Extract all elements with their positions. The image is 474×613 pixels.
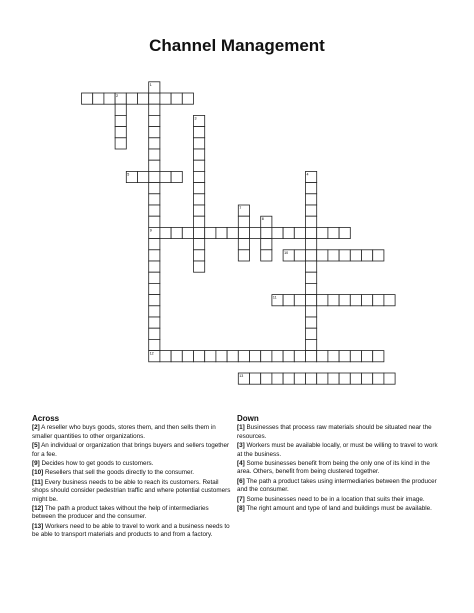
grid-cell[interactable] — [182, 93, 193, 104]
across-clue — [32, 523, 232, 540]
across-clue — [32, 442, 232, 459]
grid-cell[interactable] — [328, 295, 339, 306]
grid-cell[interactable] — [149, 205, 160, 216]
grid-cell[interactable] — [149, 317, 160, 328]
grid-cell[interactable] — [261, 239, 272, 250]
grid-cell[interactable] — [261, 250, 272, 261]
grid-number: 11 — [272, 295, 277, 300]
clue-text: Resellers that sell the goods directly to the consumer. — [43, 469, 195, 477]
grid-cell[interactable] — [160, 93, 171, 104]
grid-cell[interactable] — [261, 373, 272, 384]
grid-cell[interactable] — [283, 295, 294, 306]
clue-number: [7] — [237, 495, 245, 503]
grid-cell[interactable] — [149, 272, 160, 283]
grid-number: 12 — [149, 351, 154, 356]
grid-cell[interactable] — [194, 127, 205, 138]
clue-text: A reseller who buys goods, stores them, and then sells them in smaller quantities to other organizations. — [32, 424, 216, 440]
grid-cell[interactable] — [194, 160, 205, 171]
grid-cell[interactable] — [149, 138, 160, 149]
grid-cell[interactable] — [362, 373, 373, 384]
grid-cell[interactable] — [194, 261, 205, 272]
clue-number: [9] — [32, 460, 40, 468]
grid-cell[interactable] — [250, 227, 261, 238]
grid-cell[interactable] — [350, 373, 361, 384]
across-clue — [32, 505, 232, 522]
grid-cell[interactable] — [306, 205, 317, 216]
grid-cell[interactable] — [328, 373, 339, 384]
grid-cell[interactable] — [171, 171, 182, 182]
grid-cell[interactable] — [227, 227, 238, 238]
clue-number: [4] — [237, 460, 245, 468]
grid-cell[interactable] — [373, 250, 384, 261]
clue-text: Some businesses benefit from being the only one of its kind in the area. Others, benefit from being clustered together. — [237, 460, 430, 476]
grid-cell[interactable] — [149, 239, 160, 250]
grid-cell[interactable] — [317, 250, 328, 261]
grid-cell[interactable] — [306, 339, 317, 350]
grid-cell[interactable] — [182, 351, 193, 362]
grid-cell[interactable] — [306, 351, 317, 362]
grid-cell[interactable] — [115, 104, 126, 115]
grid-cell[interactable] — [306, 250, 317, 261]
grid-cell[interactable] — [350, 250, 361, 261]
clue-number: [3] — [237, 442, 245, 450]
across-clue — [32, 424, 232, 441]
down-clue — [237, 442, 443, 459]
grid-cell[interactable] — [149, 339, 160, 350]
grid-cell[interactable] — [194, 227, 205, 238]
grid-cell[interactable] — [294, 295, 305, 306]
grid-cell[interactable] — [373, 373, 384, 384]
grid-cell[interactable] — [317, 373, 328, 384]
grid-cell[interactable] — [339, 373, 350, 384]
grid-cell[interactable] — [339, 227, 350, 238]
across-clue — [32, 479, 232, 504]
clue-number: [10] — [32, 469, 44, 477]
grid-cell[interactable] — [149, 160, 160, 171]
grid-cell[interactable] — [194, 194, 205, 205]
grid-cell[interactable] — [283, 351, 294, 362]
grid-cell[interactable] — [328, 351, 339, 362]
grid-cell[interactable] — [306, 295, 317, 306]
grid-cell[interactable] — [149, 183, 160, 194]
grid-cell[interactable] — [306, 227, 317, 238]
grid-cell[interactable] — [373, 295, 384, 306]
grid-cell[interactable] — [194, 171, 205, 182]
grid-cell[interactable] — [261, 351, 272, 362]
clue-number: [13] — [32, 522, 44, 530]
clue-text: An individual or organization that brings buyers and sellers together for a fee. — [32, 442, 230, 458]
grid-cell[interactable] — [194, 205, 205, 216]
clue-text: The path a product takes using intermediaries between the producer and the consumer. — [237, 477, 437, 494]
grid-cell[interactable] — [149, 194, 160, 205]
grid-cell[interactable] — [216, 351, 227, 362]
grid-cell[interactable] — [149, 306, 160, 317]
grid-cell[interactable] — [306, 183, 317, 194]
grid-cell[interactable] — [306, 239, 317, 250]
grid-cell[interactable] — [306, 373, 317, 384]
grid-cell[interactable] — [238, 351, 249, 362]
grid-cell[interactable] — [339, 351, 350, 362]
grid-cell[interactable] — [149, 250, 160, 261]
grid-cell[interactable] — [261, 227, 272, 238]
grid-cell[interactable] — [138, 171, 149, 182]
grid-cell[interactable] — [149, 328, 160, 339]
grid-cell[interactable] — [250, 351, 261, 362]
grid-cell[interactable] — [294, 227, 305, 238]
grid-cell[interactable] — [171, 93, 182, 104]
grid-cell[interactable] — [306, 272, 317, 283]
grid-cell[interactable] — [328, 227, 339, 238]
clue-number: [1] — [237, 424, 245, 432]
grid-cell[interactable] — [227, 351, 238, 362]
grid-cell[interactable] — [306, 328, 317, 339]
grid-cell[interactable] — [205, 351, 216, 362]
down-clue — [237, 496, 443, 504]
grid-number: 13 — [239, 374, 244, 378]
grid-cell[interactable] — [171, 351, 182, 362]
grid-cell[interactable] — [82, 93, 93, 104]
down-clues — [237, 415, 443, 514]
grid-cell[interactable] — [182, 227, 193, 238]
grid-cell[interactable] — [306, 317, 317, 328]
clue-number: [2] — [32, 424, 40, 432]
grid-cell[interactable] — [384, 373, 395, 384]
grid-cell[interactable] — [238, 227, 249, 238]
grid-cell[interactable] — [384, 295, 395, 306]
grid-cell[interactable] — [362, 351, 373, 362]
puzzle-title: Channel Management — [149, 36, 325, 55]
clue-text: Every business needs to be able to reach its customers. Retail shops should consider pedestrian traffic and where potential customers might be. — [32, 478, 231, 503]
grid-number: 10 — [284, 250, 289, 255]
grid-cell[interactable] — [306, 216, 317, 227]
grid-cell[interactable] — [149, 295, 160, 306]
grid-cell[interactable] — [238, 216, 249, 227]
grid-cell[interactable] — [160, 171, 171, 182]
grid-number: 1 — [149, 82, 152, 87]
grid-cell[interactable] — [115, 115, 126, 126]
clue-number: [11] — [32, 478, 43, 486]
grid-cell[interactable] — [194, 138, 205, 149]
grid-cell[interactable] — [272, 373, 283, 384]
grid-cell[interactable] — [306, 194, 317, 205]
clue-number: [12] — [32, 505, 44, 513]
clue-number: [8] — [237, 505, 245, 513]
down-clue — [237, 460, 443, 477]
grid-cell[interactable] — [362, 250, 373, 261]
across-clue — [32, 469, 232, 477]
grid-cell[interactable] — [149, 104, 160, 115]
down-heading: Down — [237, 414, 259, 423]
grid-cell[interactable] — [194, 239, 205, 250]
grid-cell[interactable] — [149, 93, 160, 104]
across-clues — [32, 415, 232, 541]
grid-cell[interactable] — [238, 250, 249, 261]
grid-cell[interactable] — [126, 93, 137, 104]
grid-cell[interactable] — [317, 351, 328, 362]
grid-cell[interactable] — [283, 227, 294, 238]
grid-cell[interactable] — [205, 227, 216, 238]
grid-cell[interactable] — [149, 127, 160, 138]
clue-text: Decides how to get goods to customers. — [39, 460, 154, 468]
across-heading: Across — [32, 414, 60, 423]
grid-cell[interactable] — [160, 351, 171, 362]
clue-text: Workers must be available locally, or must be willing to travel to work at the business. — [237, 442, 438, 458]
grid-cell[interactable] — [294, 373, 305, 384]
grid-cell[interactable] — [317, 295, 328, 306]
grid-cell[interactable] — [238, 239, 249, 250]
grid-cell[interactable] — [306, 283, 317, 294]
grid-number: 2 — [116, 94, 119, 98]
grid-cell[interactable] — [149, 171, 160, 182]
grid-number: 9 — [149, 228, 152, 233]
grid-cell[interactable] — [149, 216, 160, 227]
grid-cell[interactable] — [171, 227, 182, 238]
grid-number: 4 — [306, 172, 309, 177]
grid-cell[interactable] — [350, 295, 361, 306]
grid-number: 8 — [261, 217, 264, 222]
grid-cell[interactable] — [362, 295, 373, 306]
down-clue — [237, 424, 443, 441]
grid-cell[interactable] — [272, 227, 283, 238]
grid-cell[interactable] — [328, 250, 339, 261]
across-list — [32, 424, 232, 539]
down-clue — [237, 478, 443, 495]
down-clue — [237, 505, 443, 513]
grid-cell[interactable] — [306, 306, 317, 317]
grid-cell[interactable] — [149, 149, 160, 160]
grid-cell[interactable] — [306, 261, 317, 272]
grid-cell[interactable] — [350, 351, 361, 362]
clue-text: The right amount and type of land and buildings must be available. — [244, 505, 432, 513]
grid-cell[interactable] — [149, 115, 160, 126]
down-list — [237, 424, 443, 513]
clue-number: [6] — [237, 477, 245, 485]
grid-cell[interactable] — [149, 261, 160, 272]
grid-cell[interactable] — [104, 93, 115, 104]
clue-number: [5] — [32, 442, 40, 450]
grid-cell[interactable] — [194, 250, 205, 261]
grid-cell[interactable] — [194, 149, 205, 160]
grid-number: 3 — [194, 116, 197, 121]
grid-cell[interactable] — [194, 183, 205, 194]
grid-cell[interactable] — [373, 351, 384, 362]
grid-cell[interactable] — [339, 295, 350, 306]
grid-cell[interactable] — [283, 373, 294, 384]
grid-cell[interactable] — [194, 351, 205, 362]
grid-cell[interactable] — [194, 216, 205, 227]
clue-text: Businesses that process raw materials should be situated near the resources. — [237, 424, 432, 440]
across-clue — [32, 460, 232, 468]
grid-number: 5 — [127, 172, 130, 177]
grid-cell[interactable] — [216, 227, 227, 238]
clue-text: Workers need to be able to travel to work and a business needs to be able to transport materials and products to and from a factory. — [32, 522, 230, 539]
grid-number: 7 — [239, 206, 242, 210]
grid-cell[interactable] — [339, 250, 350, 261]
clue-text: The path a product takes without the help of intermediaries between the producer and the consumer. — [32, 505, 209, 521]
grid-cell[interactable] — [317, 227, 328, 238]
grid-cell[interactable] — [115, 127, 126, 138]
grid-cell[interactable] — [294, 351, 305, 362]
grid-cell[interactable] — [93, 93, 104, 104]
grid-cell[interactable] — [115, 138, 126, 149]
grid-cell[interactable] — [294, 250, 305, 261]
grid-cell[interactable] — [250, 373, 261, 384]
grid-cell[interactable] — [160, 227, 171, 238]
grid-cell[interactable] — [272, 351, 283, 362]
grid-cell[interactable] — [138, 93, 149, 104]
grid-cell[interactable] — [149, 283, 160, 294]
clue-text: Some businesses need to be in a location that suits their image. — [244, 495, 425, 503]
